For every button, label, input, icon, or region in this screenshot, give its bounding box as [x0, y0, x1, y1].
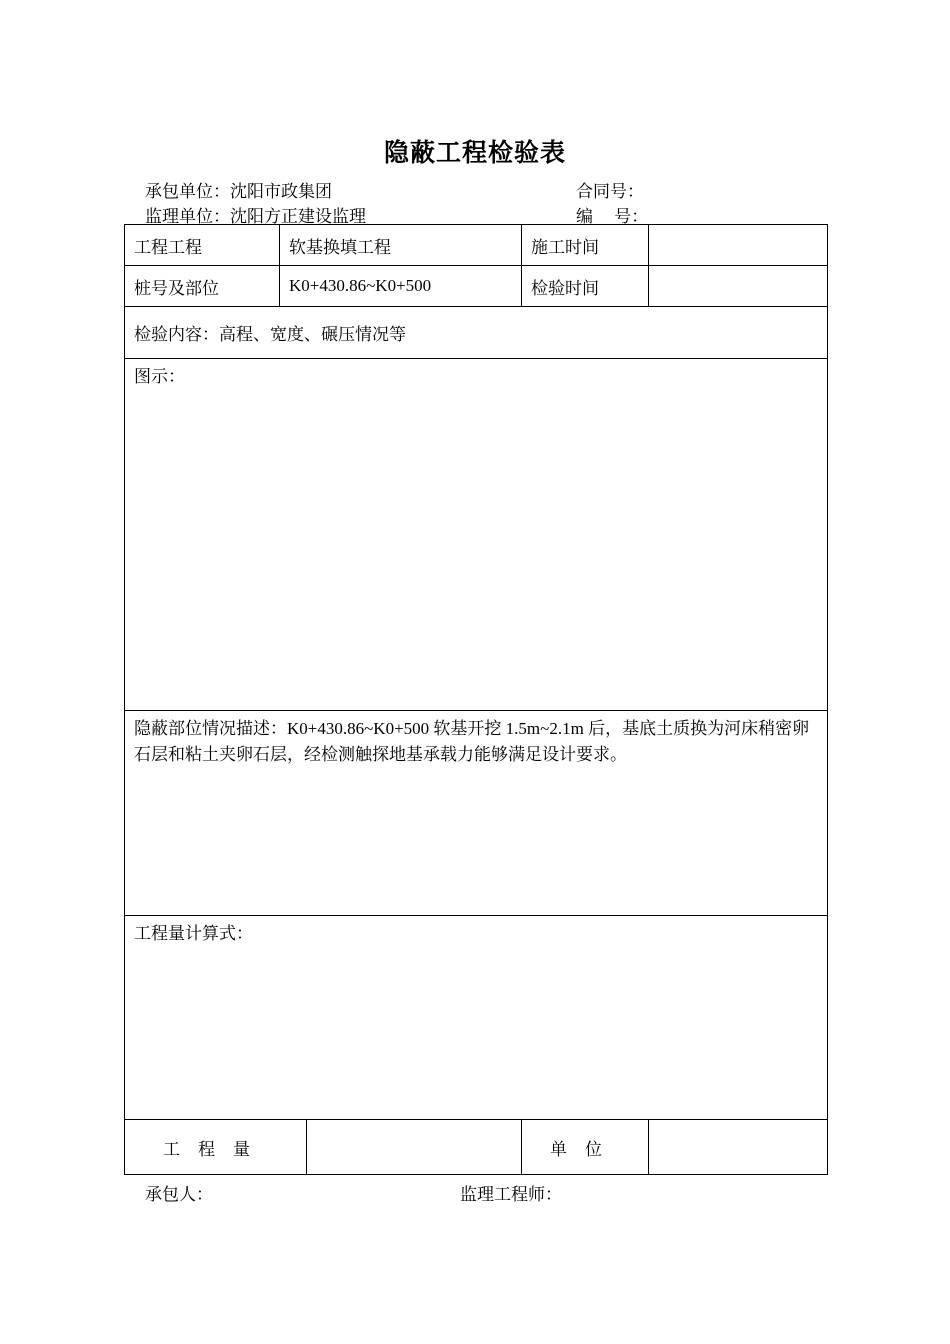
quantity-value: [307, 1120, 522, 1175]
project-name-label: 工程工程: [125, 225, 280, 266]
supervisor-unit: 监理单位：沈阳方正建设监理: [145, 207, 366, 226]
inspection-time-value: [649, 266, 828, 307]
diagram-area: 图示：: [125, 359, 828, 711]
inspection-content: 检验内容：高程、宽度、碾压情况等: [125, 307, 828, 359]
quantity-label: 工程量: [125, 1120, 307, 1175]
contractor-person-label: 承包人：: [145, 1185, 213, 1204]
station-label: 桩号及部位: [125, 266, 280, 307]
table-row: [125, 1120, 828, 1175]
construction-time-label: 施工时间: [522, 225, 649, 266]
table-row: [125, 225, 828, 266]
table-row: [125, 266, 828, 307]
inspection-form-table: [124, 224, 828, 1175]
inspection-time-label: 检验时间: [522, 266, 649, 307]
table-row: [125, 359, 828, 711]
quantity-calculation: 工程量计算式：: [125, 916, 828, 1120]
table-row: [125, 916, 828, 1120]
unit-value: [649, 1120, 828, 1175]
table-row: [125, 711, 828, 916]
table-row: [125, 307, 828, 359]
construction-time-value: [649, 225, 828, 266]
supervising-engineer-label: 监理工程师：: [460, 1185, 562, 1204]
station-value: K0+430.86~K0+500: [280, 266, 522, 307]
concealed-part-description: 隐蔽部位情况描述：K0+430.86~K0+500 软基开挖 1.5m~2.1m 后，基底土质换为河床稍密卵石层和粘土夹卵石层，经检测触探地基承载力能够满足设计要求。: [125, 711, 828, 916]
project-name-value: 软基换填工程: [280, 225, 522, 266]
contract-number-label: 合同号：: [576, 182, 644, 201]
contractor-unit: 承包单位：沈阳市政集团: [145, 182, 332, 201]
unit-label: 单位: [522, 1120, 649, 1175]
page-title: 隐蔽工程检验表: [383, 138, 566, 167]
serial-number-label: 编 号：: [576, 207, 649, 226]
